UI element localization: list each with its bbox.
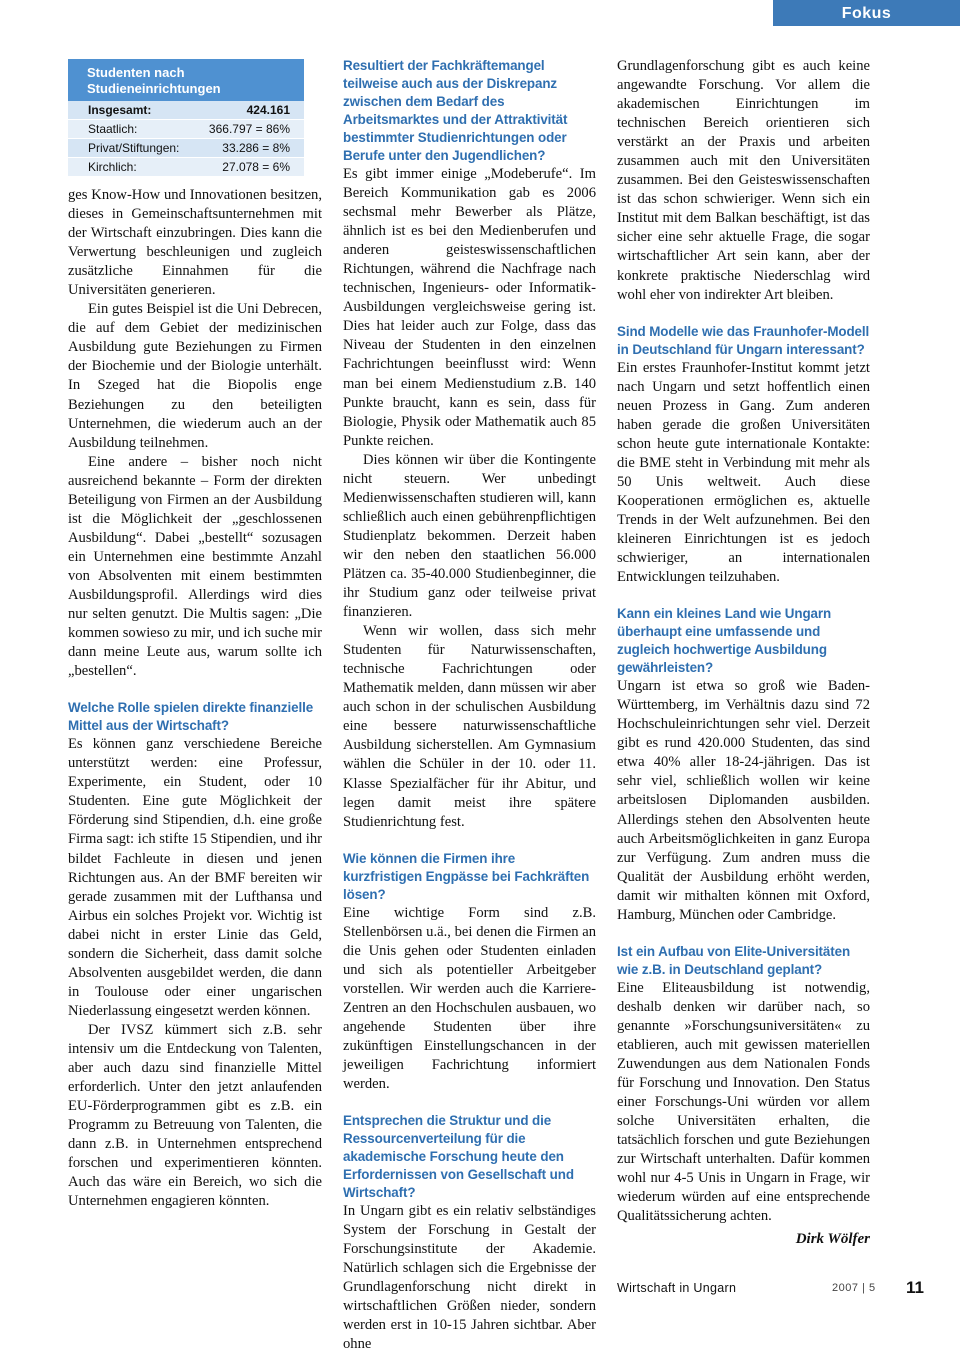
- paragraph: Es gibt immer einige „Modeberufe“. Im Bereich Kommunikation gab es 2006 sechsmal mehr Bewerber als Plätze, ähnlich ist es bei den Medienberufen und anderen geisteswissenschaftlichen Richtungen, während die Nachfrage nach technischen, Ingenieurs- oder Informatik-Ausbildungen vergleichsweise gering ist. Dies hat leider auch zur Folge, dass das Niveau der Studenten in den einzelnen Fachrichtungen beeinflusst wird: Wenn man bei einem Medienstudium z.B. 140 Punkte braucht, kann es sein, dass für Biologie, Physik oder Mathematik auch 85 Punkte reichen.: [343, 166, 596, 449]
- paragraph: Der IVSZ kümmert sich z.B. sehr intensiv um die Entdeckung von Talenten, aber auch dazu sind finanzielle Mittel erforderlich. Unter den jetzt anlaufenden EU-Förderprogrammen gibt es z.B. ein Programm zu Betreuung von Talenten, die dann z.B. in Unternehmen entsprechend forschen und experimentieren könnten. Auch das wäre ein Bereich, wo sich die Unternehmen engagieren könnten.: [68, 1021, 322, 1210]
- paragraph: Ein gutes Beispiel ist die Uni Debrecen, die auf dem Gebiet der medizinischen Ausbildung gute Beziehungen zu Firmen der Biochemie und der Biologie unterhält. In Szeged hat die Biopolis enge Beziehungen zu den beteiligten Unternehmen, die wiederum auch an der Ausbildung teilnehmen.: [68, 301, 322, 451]
- column-1: [68, 186, 322, 1211]
- page-footer: [617, 1279, 924, 1295]
- section-tab: Fokus: [773, 0, 960, 26]
- question-heading: Sind Modelle wie das Fraunhofer-Modell in Deutschland für Ungarn interessant?: [617, 323, 870, 357]
- stats-row: [68, 120, 304, 139]
- paragraph: Wenn wir wollen, dass sich mehr Studenten für Naturwissenschaften, technische Fachrichtungen oder Mathematik melden, dann müssen wir aber auch schon in der schulischen Ausbildung eine bessere naturwissenschaftliche Ausbildung sicherstellen. Am Gymnasium wählen die Schüler in der 10. oder 11. Klasse Spezialfächer für ihr Abitur, und legen damit meist ihre spätere Studienrichtung fest.: [343, 623, 596, 830]
- stats-value: 27.078 = 6%: [222, 160, 290, 174]
- stats-label: Insgesamt:: [88, 103, 152, 117]
- stats-row: [68, 158, 304, 177]
- column-2: [343, 57, 596, 1354]
- question-heading: Kann ein kleines Land wie Ungarn überhaupt eine umfassende und zugleich hochwertige Ausbildung gewährleisten?: [617, 606, 832, 676]
- stats-box: [68, 59, 304, 177]
- paragraph: Ungarn ist etwa so groß wie Baden-Württemberg, im Verhältnis dazu sind 72 Hochschuleinrichtungen sehr viel. Derzeit gibt es rund 420.000 Studenten, das sind etwa 40% aller 18-24-jährigen. Das ist sehr viel, schließlich wollen wir keine arbeitslosen Diplomanden ausbilden. Allerdings stehen den Absolventen heute auch Arbeitsmöglichkeiten in ganz Europa zur Verfügung. Zum andren muss die Qualität der Ausbildung erhöht werden, damit wir mithalten können mit Oxford, Hamburg, München oder Cambridge.: [617, 678, 870, 923]
- stats-row: [68, 139, 304, 158]
- paragraph: Eine Eliteausbildung ist notwendig, deshalb denken wir darüber nach, so genannte »Forschungsuniversitäten« zu etablieren, auch mit gewissen materiellen Zuwendungen aus dem Nationalen Fonds für Forschung und Innovation. Den Status einer Forschungs-Uni würden vor allem solche Universitäten erhalten, die tatsächlich forschen und gute Beziehungen zur Wirtschaft unterhalten. Dafür kommen wohl nur 4-5 Unis in Ungarn in Frage, wir wiederum würden auf eine entsprechende Qualitätssicherung achten.: [617, 979, 870, 1225]
- paragraph: Ein erstes Fraunhofer-Institut kommt jetzt nach Ungarn und setzt hoffentlich einen neuen Prozess in Gang. Zum anderen haben gerade die großen Universitäten schon heute gute internationale Kontakte: die BME steht in Verbindung mit mehr als 50 Unis weltweit. Auch diese Kooperationen ermöglichen es, aktuelle Trends in der Welt aufzunehmen. Bei den kleineren Einrichtungen ist es jedoch schwieriger, an internationalen Entwicklungen teilzuhaben.: [617, 359, 870, 586]
- paragraph: In Ungarn gibt es ein relativ selbständiges System der Forschung in Gestalt der Forschungsinstitute der Akademie. Natürlich schlagen sich die Ergebnisse der Grundlagenforschung nicht direkt in wirtschaftlichen Größen nieder, sondern werden erst in 10-15 Jahren sichtbar. Aber ohne: [343, 1203, 596, 1353]
- issue-number: 2007 | 5: [832, 1282, 876, 1294]
- column-3: [617, 57, 870, 1249]
- paragraph: Es können ganz verschiedene Bereiche unterstützt werden: eine Professur, Experimente, ein Student, oder 10 Studenten. Eine gute Möglichkeit der Förderung sind Stipendien, d.h. eine große Firma sagt: ich stifte 15 Stipendien, und ihr bildet Fachleute in diesen und jenen Richtungen aus. An der BMF bereiten wir gerade zusammen mit der Lufthansa und Airbus ein solches Projekt vor. Wichtig ist dabei nicht in erster Linie das Geld, sondern die Sicherheit, dass damit solche Absolventen ausgebildet werden, die dann in Toulouse oder einer ungarischen Niederlassung eingesetzt werden können.: [68, 736, 322, 1019]
- paragraph: ges Know-How und Innovationen besitzen, dieses in Gemeinschaftsunternehmen mit der Wirtschaft einzubringen. Dies kann die Verwertung beschleunigen und zugleich zusätzliche Einnahmen für die Universitäten generieren.: [68, 187, 322, 299]
- question-heading: Resultiert der Fachkräftemangel teilweise auch aus der Diskrepanz zwischen dem Bedarf des Arbeitsmarktes und der Attraktivität bestimmter Studienrichtungen oder Berufe unter den Jugendlichen?: [343, 58, 568, 163]
- stats-box-title: Studenten nach Studieneinrichtungen: [68, 59, 304, 101]
- paragraph: Grundlagenforschung gibt es auch keine angewandte Forschung. Vor allem die akademischen Einrichtungen im technischen Bereich orientieren sich verstärkt an der Praxis und arbeiten zusammen auch mit den Universitäten zusammen. Bei den Geisteswissenschaften ist das schon schwieriger. Wenn sich ein Institut mit dem Balkan beschäftigt, ist das sicher eine sehr aktuelle Frage, die sogar wirtschaftlicher Art sein kann, aber der konkrete praktische Niederschlag wird wohl eher von indirekter Art bleiben.: [617, 58, 870, 303]
- page-number: 11: [906, 1278, 924, 1297]
- paragraph: Dies können wir über die Kontingente nicht steuern. Wer unbedingt Medienwissenschaften studieren will, kann schließlich auch einen gebührenpflichtigen Studienplatz bekommen. Derzeit haben wir den neben den staatlichen 56.000 Plätzen ca. 35-40.000 Studienbeginner, die ihr Studium ganz oder teilweise privat finanzieren.: [343, 451, 596, 621]
- stats-value: 33.286 = 8%: [222, 141, 290, 155]
- stats-label: Kirchlich:: [88, 160, 137, 174]
- question-heading: Wie können die Firmen ihre kurzfristigen Engpässe bei Fachkräften lösen?: [343, 850, 590, 902]
- question-heading: Entsprechen die Struktur und die Ressourcenverteilung für die akademische Forschung heute den Erfordernissen von Gesellschaft und Wirtschaft?: [343, 1113, 574, 1201]
- stats-label: Staatlich:: [88, 122, 138, 136]
- question-heading: Ist ein Aufbau von Elite-Universitäten wie z.B. in Deutschland geplant?: [617, 943, 851, 977]
- paragraph: Eine andere – bisher noch nicht ausreichend bekannte – Form der direkten Beteiligung von Firmen an der Ausbildung ist die Möglichkeit der „geschlossenen Ausbildung“. Dabei „bestellt“ sozusagen ein Unternehmen eine bestimmte Anzahl von Absolventen mit einem bestimmten Ausbildungsprofil. Allerdings wird dies nur selten genutzt. Die Multis sagen: „Die kommen sowieso zu mir, und ich suche mir dann meine Leute aus, warum sollte ich „bestellen“.: [68, 453, 322, 680]
- publication-name: Wirtschaft in Ungarn: [617, 1281, 737, 1295]
- stats-value: 366.797 = 86%: [208, 122, 290, 136]
- author-signature: Dirk Wölfer: [795, 1231, 870, 1248]
- stats-value: 424.161: [246, 103, 290, 117]
- question-heading: Welche Rolle spielen direkte finanzielle Mittel aus der Wirtschaft?: [68, 700, 314, 734]
- stats-row: [68, 101, 304, 120]
- stats-label: Privat/Stiftungen:: [88, 141, 180, 155]
- paragraph: Eine wichtige Form sind z.B. Stellenbörsen u.ä., bei denen die Firmen an die Unis gehen oder Studenten einladen und sich als potentieller Arbeitgeber vorstellen. Wir werden auch die Karriere-Zentren an den Hochschulen ausbauen, wo angehende Studenten über ihre zukünftigen Einstellungschancen in der jeweiligen Fachrichtung informiert werden.: [343, 904, 596, 1093]
